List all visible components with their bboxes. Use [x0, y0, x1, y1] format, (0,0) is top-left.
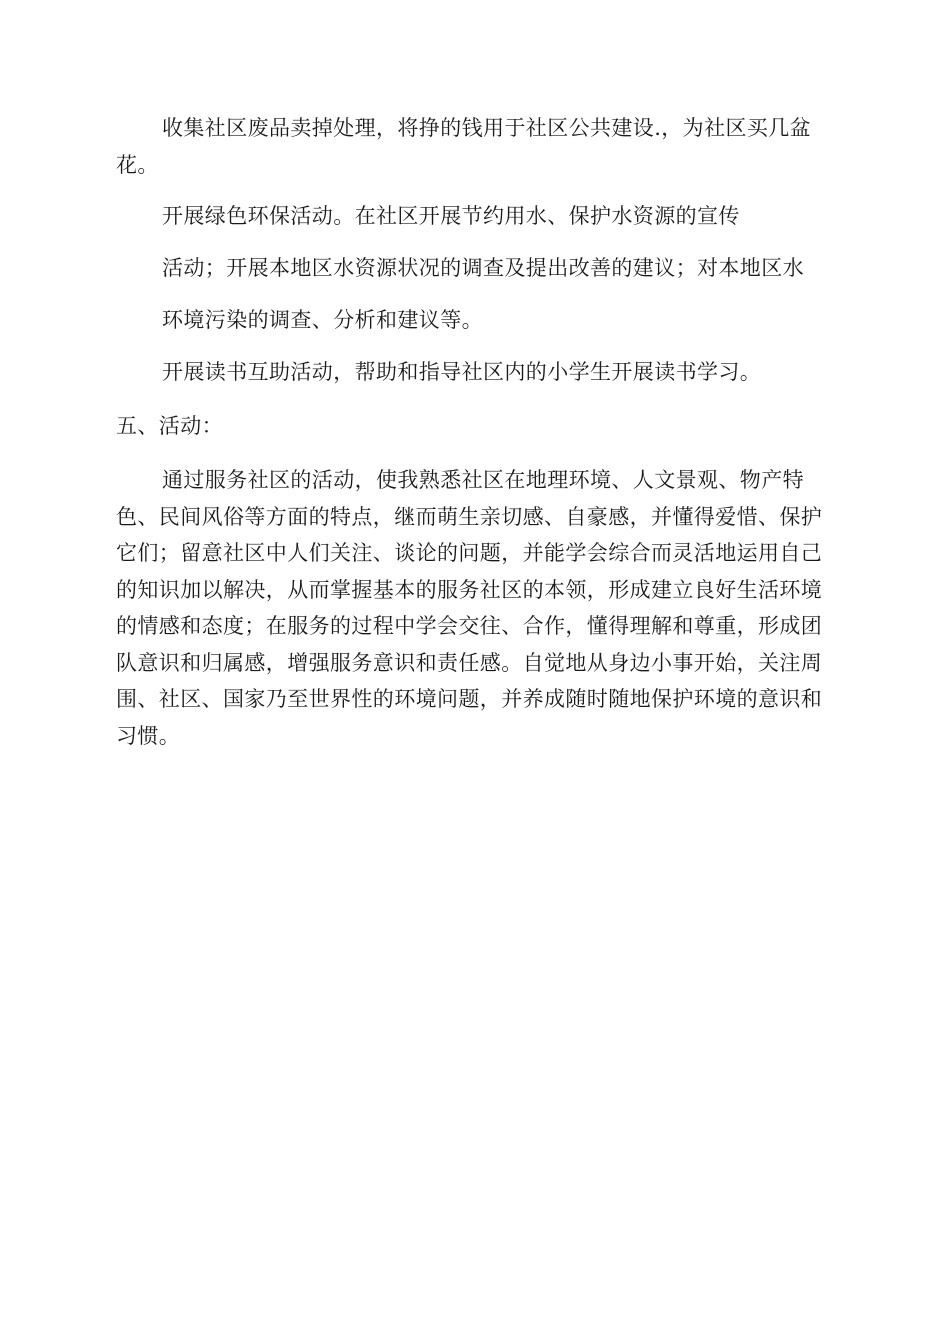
paragraph-green-activity-line-3: 环境污染的调查、分析和建议等。: [162, 308, 483, 332]
paragraph-green-activity-line-1: 开展绿色环保活动。在社区开展节约用水、保护水资源的宣传: [162, 204, 740, 228]
paragraph-reading-activity: 开展读书互助活动，帮助和指导社区内的小学生开展读书学习。: [162, 360, 762, 384]
section-heading-activity: 五、活动：: [116, 414, 223, 438]
paragraph-activity-summary: 通过服务社区的活动，使我熟悉社区在地理环境、人文景观、物产特色、民间风俗等方面的特点，继而萌生亲切感、自豪感，并懂得爱惜、保护它们；留意社区中人们关注、谈论的问题，并能学会综合而灵活地运用自己的知识加以解决，从而掌握基本的服务社区的本领，形成建立良好生活环境的情感和态度；在服务的过程中学会交往、合作，懂得理解和尊重，形成团队意识和归属感，增强服务意识和责任感。自觉地从身边小事开始，关注周围、社区、国家乃至世界性的环境问题，并养成随时随地保护环境的意识和习惯。: [116, 468, 823, 748]
document-body: [116, 110, 834, 754]
paragraph-waste-collection: 收集社区废品卖掉处理，将挣的钱用于社区公共建设.，为社区买几盆花。: [116, 116, 812, 177]
paragraph-green-activity-line-2: 活动；开展本地区水资源状况的调查及提出改善的建议；对本地区水: [162, 256, 804, 280]
